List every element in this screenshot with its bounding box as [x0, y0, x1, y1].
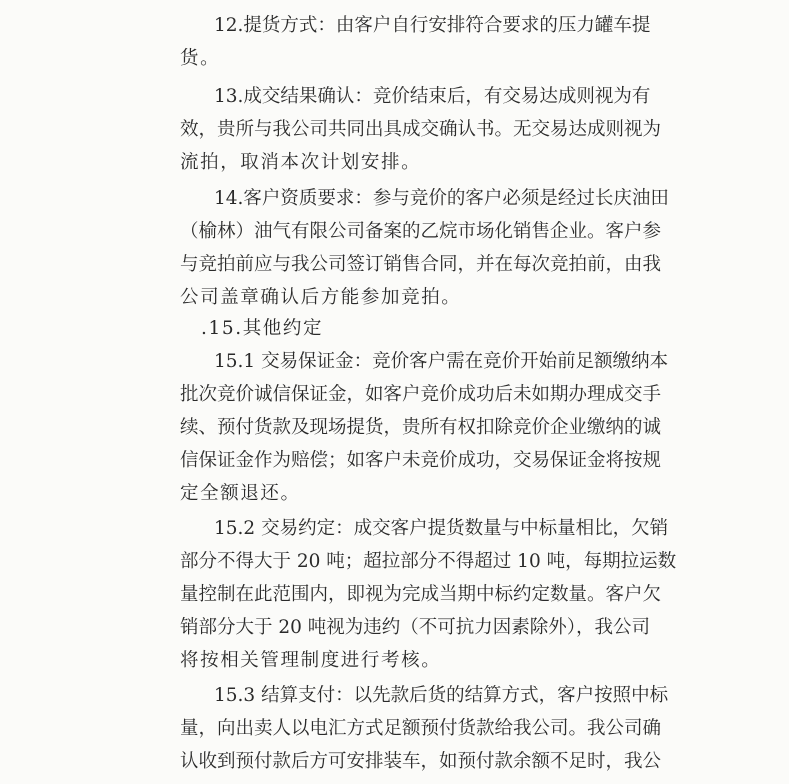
text-line: 销部分大于 20 吨视为违约（不可抗力因素除外），我公司: [180, 617, 651, 638]
text-line: 将按相关管理制度进行考核。: [180, 650, 442, 671]
text-line: 批次竞价诚信保证金，如客户竞价成功后未如期办理成交手: [180, 384, 662, 405]
text-line: 量控制在此范围内，即视为完成当期中标约定数量。客户欠: [180, 584, 662, 605]
text-line: 信保证金作为赔偿；如客户未竞价成功，交易保证金将按规: [180, 450, 662, 471]
text-line: 与竞拍前应与我公司签订销售合同，并在每次竞拍前，由我: [180, 254, 662, 275]
text-line: 15.3 结算支付：以先款后货的结算方式，客户按照中标: [214, 685, 669, 706]
text-line: 流拍，取消本次计划安排。: [180, 152, 422, 173]
text-line: 12.提货方式：由客户自行安排符合要求的压力罐车提: [214, 15, 651, 36]
text-line: 13.成交结果确认：竞价结束后，有交易达成则视为有: [214, 86, 651, 107]
text-line: 定全额退还。: [180, 483, 301, 504]
text-line: 效，贵所与我公司共同出具成交确认书。无交易达成则视为: [180, 119, 662, 140]
text-line: 15.2 交易约定：成交客户提货数量与中标量相比，欠销: [214, 518, 669, 539]
text-line: 货。: [180, 48, 221, 69]
text-line: 续、预付货款及现场提货，贵所有权扣除竞价企业缴纳的诚: [180, 417, 662, 438]
text-line: （榆林）油气有限公司备案的乙烷市场化销售企业。客户参: [180, 221, 662, 242]
text-line: 14.客户资质要求：参与竞价的客户必须是经过长庆油田: [214, 188, 669, 209]
text-line: 部分不得大于 20 吨；超拉部分不得超过 10 吨，每期拉运数: [180, 551, 677, 572]
text-line: 15.1 交易保证金：竞价客户需在竞价开始前足额缴纳本: [214, 351, 669, 372]
text-line: 公司盖章确认后方能参加竞拍。: [180, 287, 462, 308]
text-line: 认收到预付款后方可安排装车，如预付款余额不足时，我公: [180, 751, 662, 772]
text-line: 量，向出卖人以电汇方式足额预付货款给我公司。我公司确: [180, 718, 662, 739]
section-heading: .15.其他约定: [201, 318, 324, 339]
